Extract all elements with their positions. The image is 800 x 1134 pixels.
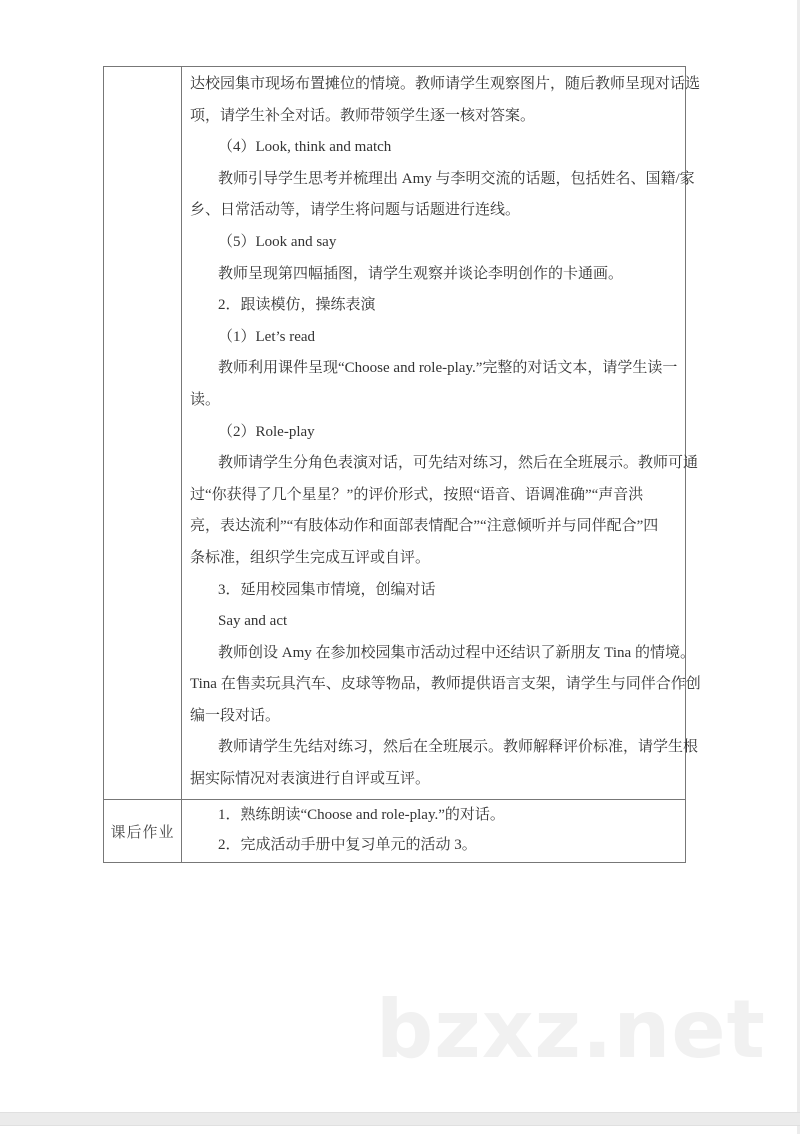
text-line: 教师请学生分角色表演对话，可先结对练习，然后在全班展示。教师可通 — [218, 455, 699, 472]
row-label-homework: 课后作业 — [104, 800, 182, 863]
table-row-homework — [104, 800, 686, 863]
watermark: bzxz.net — [376, 983, 766, 1076]
text-line: 亮，表达流利”“有肢体动作和面部表情配合”“注意倾听并与同伴配合”四 — [190, 518, 659, 535]
text-line: 教师呈现第四幅插图，请学生观察并谈论李明创作的卡通画。 — [218, 265, 624, 282]
text-line: 乡、日常活动等，请学生将问题与话题进行连线。 — [190, 202, 521, 219]
subheading-look-and-say: （5）Look and say — [218, 233, 337, 250]
text-line: 教师利用课件呈现“Choose and role-play.”完整的对话文本，请学生读一 — [218, 360, 678, 377]
row-label-procedure — [104, 67, 182, 800]
subheading-look-think-match: （4）Look, think and match — [218, 139, 392, 156]
text-line: Tina 在售卖玩具汽车、皮球等物品，教师提供语言支架，请学生与同伴合作创 — [190, 676, 701, 693]
row-content-homework — [182, 800, 686, 863]
text-line: 据实际情况对表演进行自评或互评。 — [190, 771, 431, 788]
homework-item-2: 2．完成活动手册中复习单元的活动 3。 — [218, 837, 477, 853]
text-line: 读。 — [190, 391, 221, 408]
subheading-role-play: （2）Role-play — [218, 423, 315, 440]
text-line: 教师引导学生思考并梳理出 Amy 与李明交流的话题，包括姓名、国籍/家 — [218, 170, 695, 187]
table-row-procedure — [104, 67, 686, 800]
text-line: 教师创设 Amy 在参加校园集市活动过程中还结识了新朋友 Tina 的情境。 — [218, 644, 695, 661]
lesson-plan-table — [103, 66, 701, 863]
page-separator — [0, 1112, 800, 1126]
text-line: 教师请学生先结对练习，然后在全班展示。教师解释评价标准，请学生根 — [218, 739, 699, 756]
text-line: 达校园集市现场布置摊位的情境。教师请学生观察图片，随后教师呈现对话选 — [190, 76, 701, 92]
subheading-lets-read: （1）Let’s read — [218, 328, 316, 345]
text-line: 条标准，组织学生完成互评或自评。 — [190, 549, 431, 566]
section-heading-2: 2．跟读模仿，操练表演 — [218, 297, 376, 314]
text-line: 项，请学生补全对话。教师带领学生逐一核对答案。 — [190, 107, 536, 124]
text-line: 过“你获得了几个星星？”的评价形式，按照“语音、语调准确”“声音洪 — [190, 486, 644, 503]
homework-item-1: 1．熟练朗读“Choose and role-play.”的对话。 — [218, 807, 505, 823]
section-heading-3: 3．延用校园集市情境，创编对话 — [218, 581, 436, 598]
subheading-say-and-act: Say and act — [218, 613, 288, 630]
text-line: 编一段对话。 — [190, 707, 281, 724]
row-content-procedure — [182, 67, 701, 800]
